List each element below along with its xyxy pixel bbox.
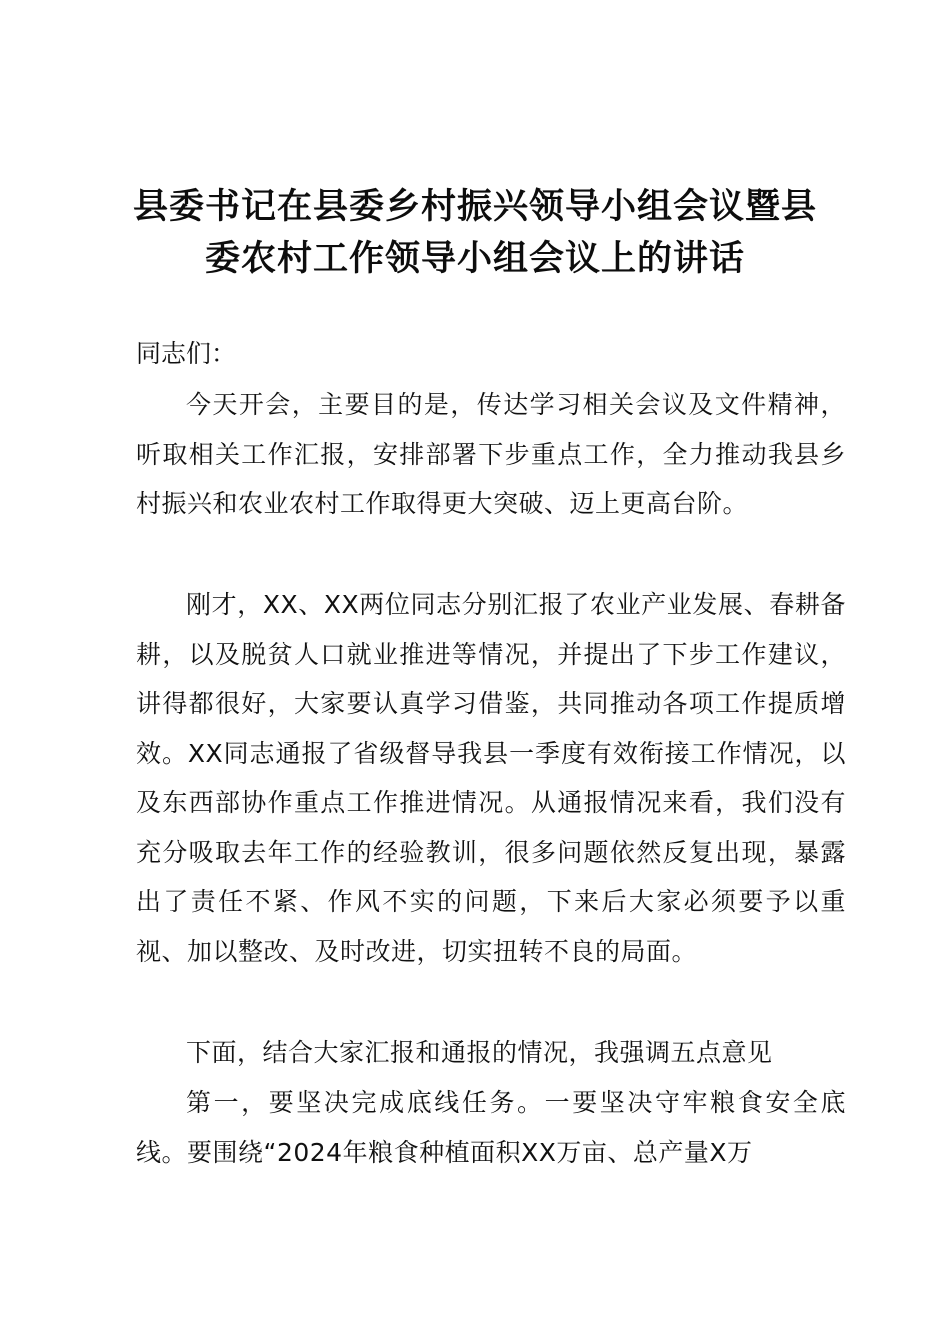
paragraph-first-point: 第一，要坚决完成底线任务。一要坚决守牢粮食安全底线。要围绕“2024年粮食种植面积XX万亩、总产量X万 — [136, 1088, 846, 1167]
document-title-line-2: 委农村工作领导小组会议上的讲话 — [204, 239, 745, 279]
paragraph-opening: 今天开会，主要目的是，传达学习相关会议及文件精神，听取相关工作汇报，安排部署下步重点工作，全力推动我县乡村振兴和农业农村工作取得更大突破、迈上更高台阶。 — [136, 390, 846, 518]
paragraph-transition: 下面，结合大家汇报和通报的情况，我强调五点意见 — [186, 1038, 773, 1067]
paragraph-reports: 刚才，XX、XX两位同志分别汇报了农业产业发展、春耕备耕，以及脱贫人口就业推进等情况，并提出了下步工作建议，讲得都很好，大家要认真学习借鉴，共同推动各项工作提质增效。XX同志通报了省级督导我县一季度有效衔接工作情况，以及东西部协作重点工作推进情况。从通报情况来看，我们没有充分吸取去年工作的经验教训，很多问题依然反复出现，暴露出了责任不紧、作风不实的问题，下来后大家必须要予以重视、加以整改、及时改进，切实扭转不良的局面。 — [136, 590, 846, 966]
document-title-line-1: 县委书记在县委乡村振兴领导小组会议暨县 — [132, 187, 817, 227]
salutation: 同志们： — [136, 339, 237, 368]
